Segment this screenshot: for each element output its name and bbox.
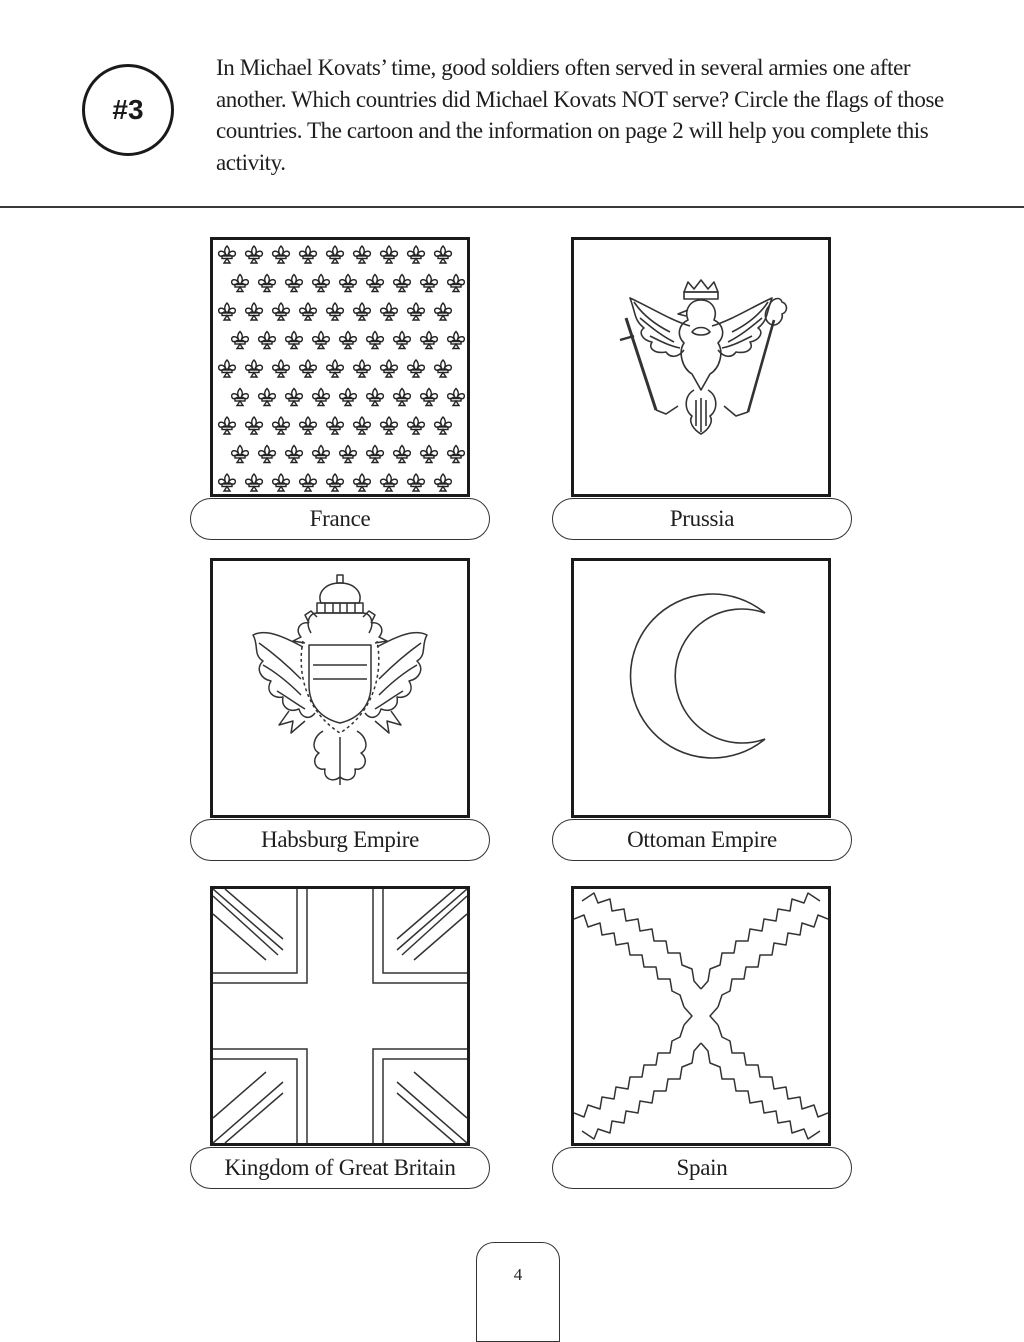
fleur-de-lis-icon bbox=[408, 474, 425, 491]
fleur-de-lis-icon bbox=[246, 360, 263, 377]
fleur-de-lis-icon bbox=[246, 474, 263, 491]
flag-ottoman-empire[interactable] bbox=[571, 558, 831, 818]
page-number-tab bbox=[476, 1242, 560, 1342]
flag-label-habsburg-empire: Habsburg Empire bbox=[190, 819, 490, 861]
fleur-de-lis-icon bbox=[435, 246, 452, 263]
double-headed-eagle-icon bbox=[213, 561, 467, 815]
fleur-de-lis-icon bbox=[300, 303, 317, 320]
activity-number: #3 bbox=[112, 94, 144, 125]
burgundy-cross-icon bbox=[574, 889, 828, 1143]
fleur-de-lis-icon bbox=[246, 417, 263, 434]
fleur-de-lis-icon bbox=[435, 474, 452, 491]
fleur-de-lis-icon bbox=[313, 389, 330, 406]
fleur-de-lis-icon bbox=[435, 360, 452, 377]
fleur-de-lis-icon bbox=[394, 446, 411, 463]
union-cross-icon bbox=[213, 889, 467, 1143]
fleur-de-lis-icon bbox=[313, 332, 330, 349]
fleur-de-lis-icon bbox=[219, 303, 236, 320]
flag-kingdom-of-great-britain[interactable] bbox=[210, 886, 470, 1146]
fleur-de-lis-icon bbox=[354, 474, 371, 491]
fleur-de-lis-icon bbox=[273, 303, 290, 320]
fleur-de-lis-icon bbox=[448, 332, 465, 349]
fleur-de-lis-icon bbox=[367, 389, 384, 406]
fleur-de-lis-icon bbox=[232, 275, 249, 292]
fleur-de-lis-icon bbox=[219, 417, 236, 434]
fleur-de-lis-icon bbox=[327, 246, 344, 263]
header-divider bbox=[0, 206, 1024, 208]
fleur-de-lis-icon bbox=[327, 474, 344, 491]
fleur-de-lis-icon bbox=[421, 389, 438, 406]
flag-label-kingdom-of-great-britain: Kingdom of Great Britain bbox=[190, 1147, 490, 1189]
fleur-de-lis-icon bbox=[367, 332, 384, 349]
fleur-de-lis-icon bbox=[340, 332, 357, 349]
fleur-de-lis-icon bbox=[381, 474, 398, 491]
fleur-de-lis-icon bbox=[421, 446, 438, 463]
fleur-de-lis-icon bbox=[286, 389, 303, 406]
fleur-de-lis-icon bbox=[381, 246, 398, 263]
fleur-de-lis-icon bbox=[300, 246, 317, 263]
fleur-de-lis-icon bbox=[232, 332, 249, 349]
fleur-de-lis-icon bbox=[381, 303, 398, 320]
fleur-de-lis-icon bbox=[246, 303, 263, 320]
fleur-de-lis-icon bbox=[219, 246, 236, 263]
fleur-de-lis-icon bbox=[327, 303, 344, 320]
fleur-de-lis-icon bbox=[300, 360, 317, 377]
fleur-de-lis-icon bbox=[408, 417, 425, 434]
fleur-de-lis-icon bbox=[340, 389, 357, 406]
fleur-de-lis-icon bbox=[381, 360, 398, 377]
fleur-de-lis-pattern-icon bbox=[213, 240, 467, 494]
fleur-de-lis-icon bbox=[232, 446, 249, 463]
fleur-de-lis-icon bbox=[354, 303, 371, 320]
fleur-de-lis-icon bbox=[286, 446, 303, 463]
fleur-de-lis-icon bbox=[273, 474, 290, 491]
fleur-de-lis-icon bbox=[327, 417, 344, 434]
fleur-de-lis-icon bbox=[394, 275, 411, 292]
fleur-de-lis-icon bbox=[408, 360, 425, 377]
flag-label-france: France bbox=[190, 498, 490, 540]
fleur-de-lis-icon bbox=[300, 417, 317, 434]
page-number: 4 bbox=[513, 1265, 523, 1284]
fleur-de-lis-icon bbox=[340, 275, 357, 292]
fleur-de-lis-icon bbox=[354, 246, 371, 263]
fleur-de-lis-icon bbox=[300, 474, 317, 491]
fleur-de-lis-icon bbox=[259, 389, 276, 406]
fleur-de-lis-icon bbox=[354, 360, 371, 377]
fleur-de-lis-icon bbox=[394, 332, 411, 349]
fleur-de-lis-icon bbox=[259, 332, 276, 349]
flag-france[interactable] bbox=[210, 237, 470, 497]
fleur-de-lis-icon bbox=[259, 446, 276, 463]
fleur-de-lis-icon bbox=[286, 275, 303, 292]
fleur-de-lis-icon bbox=[327, 360, 344, 377]
fleur-de-lis-icon bbox=[421, 332, 438, 349]
prussian-eagle-icon bbox=[574, 240, 828, 494]
fleur-de-lis-icon bbox=[313, 275, 330, 292]
fleur-de-lis-icon bbox=[232, 389, 249, 406]
flag-prussia[interactable] bbox=[571, 237, 831, 497]
fleur-de-lis-icon bbox=[340, 446, 357, 463]
flag-label-ottoman-empire: Ottoman Empire bbox=[552, 819, 852, 861]
fleur-de-lis-icon bbox=[381, 417, 398, 434]
fleur-de-lis-icon bbox=[367, 446, 384, 463]
fleur-de-lis-icon bbox=[394, 389, 411, 406]
fleur-de-lis-icon bbox=[219, 474, 236, 491]
activity-number-badge bbox=[82, 64, 174, 156]
fleur-de-lis-icon bbox=[448, 275, 465, 292]
fleur-de-lis-icon bbox=[367, 275, 384, 292]
fleur-de-lis-icon bbox=[408, 246, 425, 263]
fleur-de-lis-icon bbox=[313, 446, 330, 463]
fleur-de-lis-icon bbox=[448, 446, 465, 463]
crescent-icon bbox=[574, 561, 828, 815]
flag-spain[interactable] bbox=[571, 886, 831, 1146]
fleur-de-lis-icon bbox=[354, 417, 371, 434]
fleur-de-lis-icon bbox=[448, 389, 465, 406]
fleur-de-lis-icon bbox=[259, 275, 276, 292]
fleur-de-lis-icon bbox=[273, 246, 290, 263]
flag-habsburg-empire[interactable] bbox=[210, 558, 470, 818]
fleur-de-lis-icon bbox=[421, 275, 438, 292]
fleur-de-lis-icon bbox=[435, 417, 452, 434]
fleur-de-lis-icon bbox=[286, 332, 303, 349]
flag-label-spain: Spain bbox=[552, 1147, 852, 1189]
fleur-de-lis-icon bbox=[219, 360, 236, 377]
fleur-de-lis-icon bbox=[246, 246, 263, 263]
fleur-de-lis-icon bbox=[273, 417, 290, 434]
fleur-de-lis-icon bbox=[408, 303, 425, 320]
flag-label-prussia: Prussia bbox=[552, 498, 852, 540]
fleur-de-lis-icon bbox=[273, 360, 290, 377]
fleur-de-lis-icon bbox=[435, 303, 452, 320]
instructions-text: In Michael Kovats’ time, good soldiers often served in several armies one after another. Which countries did Michael Kovats NOT serve? Circle the flags of those countries. The cartoon and the information on page 2 will help you complete this activity. bbox=[216, 55, 944, 175]
